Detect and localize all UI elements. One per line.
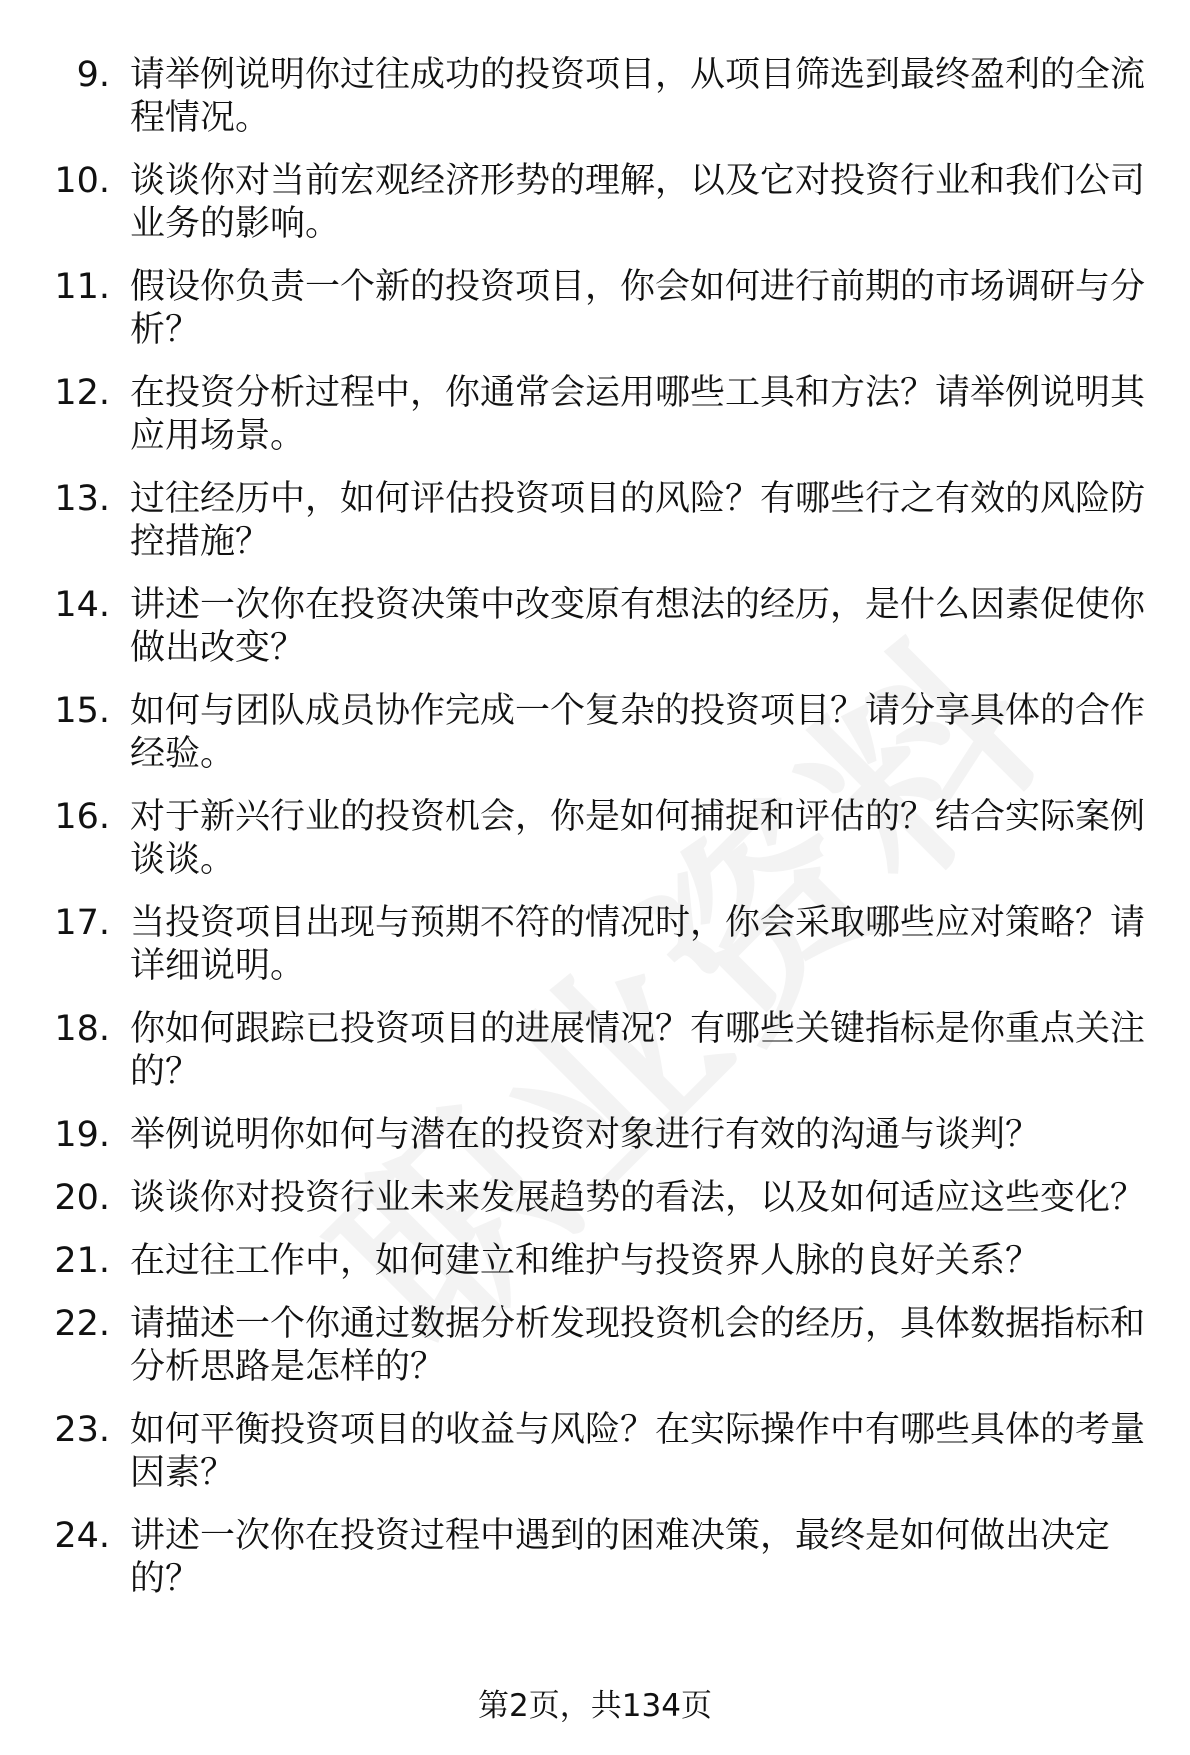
question-text: 对于新兴行业的投资机会，你是如何捕捉和评估的？结合实际案例谈谈。 xyxy=(130,797,1146,880)
question-item xyxy=(0,1177,1190,1220)
question-item xyxy=(0,690,1190,776)
question-text: 你如何跟踪已投资项目的进展情况？有哪些关键指标是你重点关注的？ xyxy=(130,1009,1146,1092)
question-number: 13. xyxy=(54,479,110,519)
question-item xyxy=(0,160,1190,246)
question-number: 9. xyxy=(76,55,110,95)
question-text: 如何平衡投资项目的收益与风险？在实际操作中有哪些具体的考量因素？ xyxy=(130,1410,1146,1493)
question-text: 假设你负责一个新的投资项目，你会如何进行前期的市场调研与分析？ xyxy=(130,267,1146,350)
question-text: 举例说明你如何与潜在的投资对象进行有效的沟通与谈判？ xyxy=(130,1115,1041,1155)
question-text: 谈谈你对投资行业未来发展趋势的看法，以及如何适应这些变化？ xyxy=(130,1178,1146,1218)
question-number: 17. xyxy=(54,903,110,943)
question-number: 20. xyxy=(54,1178,110,1218)
question-item xyxy=(0,584,1190,670)
question-text: 如何与团队成员协作完成一个复杂的投资项目？请分享具体的合作经验。 xyxy=(130,691,1146,774)
question-item xyxy=(0,1409,1190,1495)
question-text: 过往经历中，如何评估投资项目的风险？有哪些行之有效的风险防控措施？ xyxy=(130,479,1146,562)
question-number: 10. xyxy=(54,161,110,201)
question-text: 当投资项目出现与预期不符的情况时，你会采取哪些应对策略？请详细说明。 xyxy=(130,903,1146,986)
question-text: 讲述一次你在投资过程中遇到的困难决策，最终是如何做出决定的？ xyxy=(130,1516,1111,1599)
question-number: 15. xyxy=(54,691,110,731)
question-item xyxy=(0,266,1190,352)
question-number: 11. xyxy=(54,267,110,307)
question-text: 在投资分析过程中，你通常会运用哪些工具和方法？请举例说明其应用场景。 xyxy=(130,373,1146,456)
question-item xyxy=(0,478,1190,564)
question-text: 在过往工作中，如何建立和维护与投资界人脉的良好关系？ xyxy=(130,1241,1041,1281)
question-list xyxy=(0,54,1190,1621)
question-text: 请描述一个你通过数据分析发现投资机会的经历，具体数据指标和分析思路是怎样的？ xyxy=(130,1304,1146,1387)
question-item xyxy=(0,1008,1190,1094)
question-number: 18. xyxy=(54,1009,110,1049)
question-item xyxy=(0,1303,1190,1389)
question-text: 谈谈你对当前宏观经济形势的理解，以及它对投资行业和我们公司业务的影响。 xyxy=(130,161,1146,244)
page-number-footer: 第2页，共134页 xyxy=(478,1688,712,1724)
question-number: 14. xyxy=(54,585,110,625)
question-item xyxy=(0,1240,1190,1283)
question-number: 16. xyxy=(54,797,110,837)
question-item xyxy=(0,902,1190,988)
question-number: 21. xyxy=(54,1241,110,1281)
question-item xyxy=(0,1515,1190,1601)
question-number: 12. xyxy=(54,373,110,413)
question-number: 22. xyxy=(54,1304,110,1344)
question-number: 23. xyxy=(54,1410,110,1450)
question-number: 24. xyxy=(54,1516,110,1556)
question-item xyxy=(0,796,1190,882)
question-text: 讲述一次你在投资决策中改变原有想法的经历，是什么因素促使你做出改变？ xyxy=(130,585,1146,668)
question-item xyxy=(0,372,1190,458)
question-text: 请举例说明你过往成功的投资项目，从项目筛选到最终盈利的全流程情况。 xyxy=(130,55,1146,138)
question-number: 19. xyxy=(54,1115,110,1155)
question-item xyxy=(0,54,1190,140)
question-item xyxy=(0,1114,1190,1157)
